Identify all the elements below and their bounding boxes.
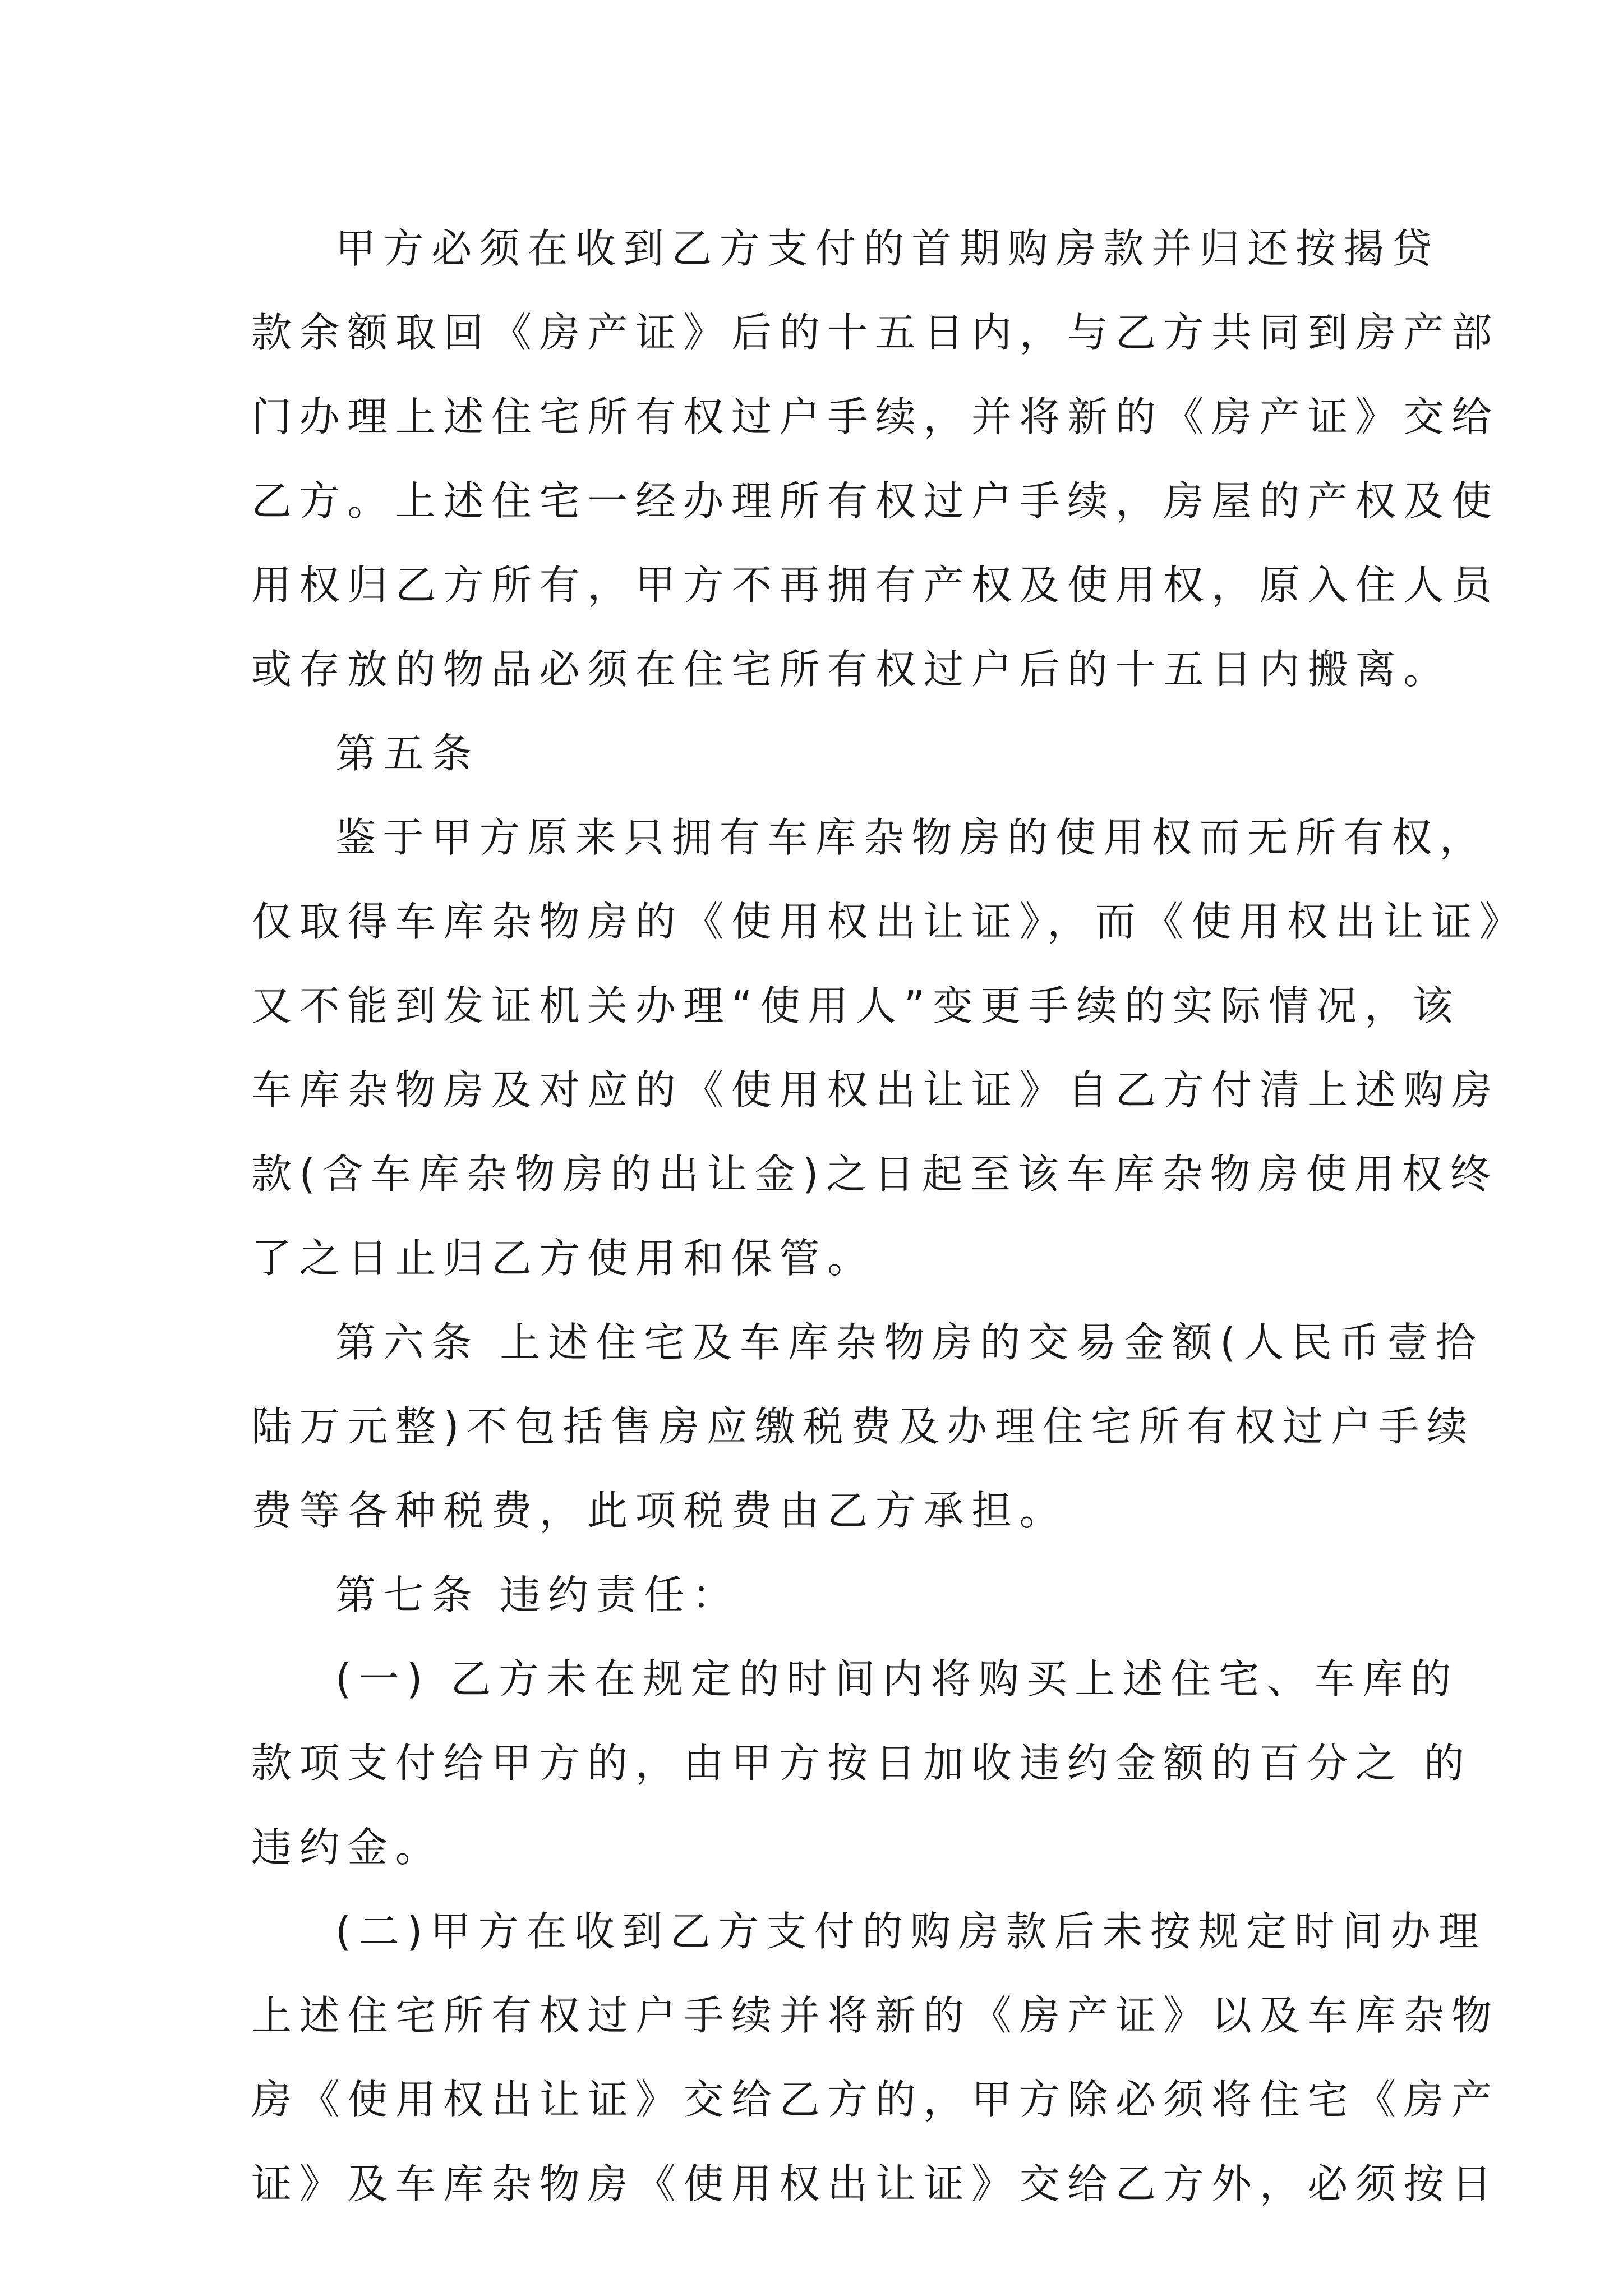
paragraph-line: 款项支付给甲方的，由甲方按日加收违约金额的百分之 的 [251,1740,1472,1787]
paragraph-line: 费等各种税费，此项税费由乙方承担。 [251,1487,1068,1534]
paragraph-line: 门办理上述住宅所有权过户手续，并将新的《房产证》交给 [251,393,1500,440]
paragraph-line: 陆万元整)不包括售房应缴税费及办理住宅所有权过户手续 [251,1403,1475,1450]
paragraph-line: 乙方。上述住宅一经办理所有权过户手续，房屋的产权及使 [251,477,1500,524]
paragraph-line: (二)甲方在收到乙方支付的购房款后未按规定时间办理 [335,1908,1487,1955]
paragraph-line: 仅取得车库杂物房的《使用权出让证》，而《使用权出让证》 [251,898,1528,945]
article-heading: 第五条 [335,730,479,777]
paragraph-line: 或存放的物品必须在住宅所有权过户后的十五日内搬离。 [251,646,1452,693]
paragraph-line: 上述住宅所有权过户手续并将新的《房产证》以及车库杂物 [251,1992,1500,2039]
paragraph-line: 第六条 上述住宅及车库杂物房的交易金额(人民币壹拾 [335,1319,1483,1366]
paragraph-line: 款(含车库杂物房的出让金)之日起至该车库杂物房使用权终 [251,1151,1498,1198]
paragraph-line: 又不能到发证机关办理“使用人”变更手续的实际情况，该 [251,982,1461,1029]
paragraph-line: 了之日止归乙方使用和保管。 [251,1235,875,1282]
paragraph-line: 甲方必须在收到乙方支付的首期购房款并归还按揭贷 [335,225,1440,272]
article-heading: 第七条 违约责任： [335,1571,740,1618]
paragraph-line: 证》及车库杂物房《使用权出让证》交给乙方外，必须按日 [251,2160,1500,2207]
paragraph-line: (一) 乙方未在规定的时间内将购买上述住宅、车库的 [335,1655,1459,1703]
paragraph-line: 用权归乙方所有，甲方不再拥有产权及使用权，原入住人员 [251,562,1500,609]
paragraph-line: 款余额取回《房产证》后的十五日内，与乙方共同到房产部 [251,309,1500,356]
paragraph-line: 车库杂物房及对应的《使用权出让证》自乙方付清上述购房 [251,1066,1500,1114]
paragraph-line: 鉴于甲方原来只拥有车库杂物房的使用权而无所有权， [335,814,1488,861]
paragraph-line: 房《使用权出让证》交给乙方的，甲方除必须将住宅《房产 [251,2076,1500,2123]
paragraph-line: 违约金。 [251,1824,444,1871]
document-body [251,206,1528,2226]
